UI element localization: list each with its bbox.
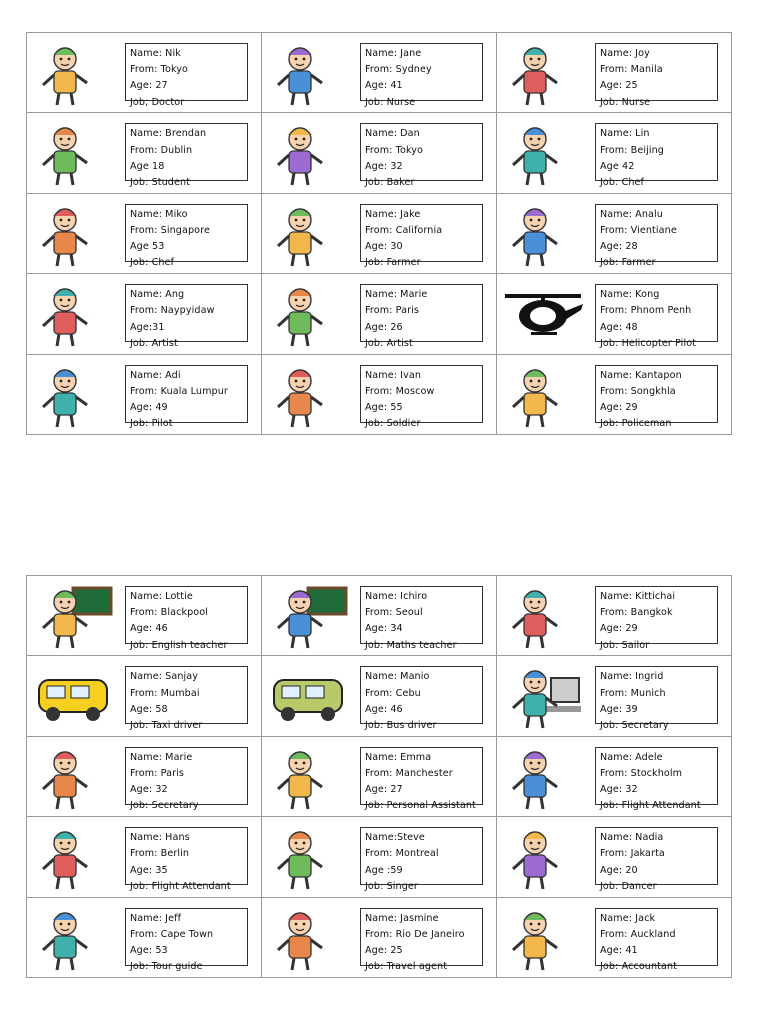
job-line: Job: Sailor [600,639,650,651]
name-line: Name: Nadia [600,832,664,844]
profile-cell [27,33,262,113]
name-line: Name: Ivan [365,369,422,381]
age-line: Age: 25 [600,80,638,92]
job-line: Job: Chef [130,257,175,269]
name-line: Name: Nik [130,48,181,59]
profile-cell [497,576,732,656]
from-line: From: Stockholm [600,767,683,779]
name-line: Name: Ang [130,289,185,301]
job-line: Job: Accountant [600,961,678,973]
name-line: Name: Emma [365,751,432,763]
profile-cell [497,194,732,274]
name-line: Name: Sanjay [130,671,199,683]
job-line: Job: Personal Assistant [365,800,476,812]
profile-card [360,123,483,188]
from-line: From: Berlin [130,848,190,860]
profile-cell [262,737,497,817]
age-line: Age: 46 [130,623,168,635]
profile-sheet-1 [26,32,732,435]
age-line: Age: 41 [600,944,638,956]
job-line: Job: Taxi driver [130,720,203,731]
job-line: Job: Farmer [600,257,656,269]
from-line: From: Kuala Lumpur [130,385,228,397]
age-line: Age 42 [600,160,635,172]
name-line: Name: Ingrid [600,671,664,683]
job-line: Job: Pilot [130,418,173,430]
job-line: Job: Flight Attendant [130,880,231,892]
age-line: Age: 25 [365,944,403,956]
profile-card [125,365,248,430]
job-line: Job: Bus driver [365,720,437,731]
from-line: From: Manila [600,64,663,76]
age-line: Age: 28 [600,241,638,253]
bus-icon [266,662,350,730]
from-line: From: Naypyidaw [130,305,215,317]
job-line: Job: Dancer [600,880,657,892]
doctor-icon [31,39,115,107]
farmer-icon [266,200,350,268]
from-line: From: Moscow [365,385,435,397]
from-line: From: Rio De Janeiro [365,928,465,940]
age-line: Age: 20 [600,864,638,876]
from-line: From: Bangkok [600,607,673,619]
from-line: From: Paris [130,767,184,779]
from-line: From: Auckland [600,928,676,940]
travel-agent-icon [266,904,350,972]
profile-cell [27,194,262,274]
profile-cell [27,817,262,897]
profile-card [360,284,483,349]
taxi-icon [31,662,115,730]
profile-card [360,827,483,892]
profile-cell [497,33,732,113]
profile-cell [497,355,732,435]
profile-card [595,365,718,430]
soldier-icon [266,361,350,429]
profile-card [125,666,248,731]
job-line: Job: Artist [365,337,413,349]
dancer-icon [501,823,585,891]
name-line: Name: Ichiro [365,591,428,602]
from-line: From: Manchester [365,767,453,779]
age-line: Age 18 [130,160,165,172]
job-line: Job: Travel agent [365,961,448,973]
job-line: Job: Helicopter Pilot [600,337,697,349]
profile-cell [497,898,732,978]
age-line: Age: 26 [365,321,403,333]
profile-cell [262,656,497,736]
job-line: Job: Farmer [365,257,421,269]
profile-cell [27,737,262,817]
accountant-icon [501,904,585,972]
name-line: Name: Kittichai [600,591,676,602]
sailor-icon [501,582,585,650]
tour-guide-icon [31,904,115,972]
profile-cell [262,33,497,113]
profile-card [360,586,483,651]
job-line: Job: Maths teacher [365,639,457,651]
age-line: Age: 41 [365,80,403,92]
profile-card [595,123,718,188]
job-line: Job: Soldier [365,418,421,430]
job-line: Job: Secretary [600,720,669,731]
from-line: From: Songkhla [600,385,676,397]
from-line: From: Tokyo [365,144,424,156]
profile-cell [27,576,262,656]
from-line: From: Singapore [130,224,210,236]
profile-card [360,666,483,731]
age-line: Age: 58 [130,703,168,715]
profile-cell [262,817,497,897]
teacher-icon [31,582,115,650]
profile-cell [497,817,732,897]
steward-icon [31,823,115,891]
flight-attendant-icon [501,743,585,811]
from-line: From: Paris [365,305,419,317]
from-line: From: Munich [600,687,666,699]
profile-card [360,365,483,430]
computer-secretary-icon [501,662,585,730]
policeman-icon [501,361,585,429]
age-line: Age: 39 [600,703,638,715]
profile-card [360,747,483,812]
from-line: From: Dublin [130,144,193,156]
profile-card [595,284,718,349]
singer-icon [266,823,350,891]
profile-card [125,827,248,892]
age-line: Age: 27 [130,80,168,92]
from-line: From: Sydney [365,64,432,76]
job-line: Job: Flight Attendant [600,800,701,812]
from-line: From: Beijing [600,144,665,156]
name-line: Name: Jeff [130,912,182,924]
name-line: Name: Brendan [130,128,207,140]
from-line: From: California [365,224,443,236]
from-line: From: Montreal [365,848,439,860]
chef-girl-icon [501,119,585,187]
age-line: Age: 46 [365,703,403,715]
age-line: Age: 34 [365,623,403,635]
profile-card [125,204,248,269]
profile-cell [27,274,262,354]
profile-cell [262,355,497,435]
name-line: Name: Lin [600,128,650,140]
name-line: Name: Miko [130,208,188,220]
age-line: Age:31 [130,321,165,333]
name-line: Name: Adi [130,369,181,381]
name-line: Name: Jane [365,48,422,59]
baker-icon [266,119,350,187]
name-line: Name: Marie [130,751,193,763]
farmer-hat-icon [501,200,585,268]
from-line: From: Tokyo [130,64,189,76]
profile-cell [497,274,732,354]
age-line: Age 53 [130,241,165,253]
name-line: Name: Adele [600,751,663,763]
job-line: Job: Secretary [130,800,199,812]
profile-card [125,284,248,349]
from-line: From: Phnom Penh [600,305,692,317]
potter-icon [266,280,350,348]
from-line: From: Seoul [365,607,423,619]
from-line: From: Cebu [365,687,421,699]
chef-icon [31,200,115,268]
age-line: Age: 32 [600,784,638,796]
profile-cell [262,576,497,656]
profile-card [125,43,248,108]
job-line: Job: Chef [600,177,645,188]
from-line: From: Jakarta [600,848,665,860]
profile-cell [262,898,497,978]
job-line: Job: Artist [130,337,178,349]
profile-card [360,204,483,269]
job-line: Job: Baker [365,177,415,188]
age-line: Age: 29 [600,623,638,635]
job-line: Job; Doctor [130,96,185,108]
profile-sheet-2 [26,575,732,978]
profile-card [125,747,248,812]
artist-icon [31,280,115,348]
age-line: Age: 53 [130,944,168,956]
age-line: Age: 32 [365,160,403,172]
age-line: Age: 55 [365,401,403,413]
name-line: Name:Steve [365,832,425,844]
profile-cell [497,656,732,736]
pilot-icon [31,361,115,429]
job-line: Job: English teacher [130,639,228,651]
age-line: Age: 48 [600,321,638,333]
profile-cell [262,194,497,274]
name-line: Name: Marie [365,289,428,301]
name-line: Name: Kong [600,289,660,301]
job-line: Job: Singer [365,880,418,892]
profile-cell [262,113,497,193]
assistant-icon [266,743,350,811]
profile-card [595,827,718,892]
helicopter-icon [501,280,585,348]
profile-cell [27,898,262,978]
secretary-icon [31,743,115,811]
name-line: Name: Hans [130,832,190,844]
age-line: Age: 30 [365,241,403,253]
nurse-icon [266,39,350,107]
profile-card [125,586,248,651]
from-line: From: Mumbai [130,687,200,699]
profile-cell [27,355,262,435]
from-line: From: Cape Town [130,928,214,940]
age-line: Age: 29 [600,401,638,413]
name-line: Name: Jack [600,912,656,924]
profile-card [595,747,718,812]
profile-card [595,204,718,269]
name-line: Name: Manio [365,671,430,683]
name-line: Name: Lottie [130,591,193,602]
name-line: Name: Joy [600,48,650,59]
job-line: Job: Nurse [600,96,651,108]
profile-card [360,43,483,108]
age-line: Age :59 [365,864,403,876]
profile-card [595,43,718,108]
job-line: Job: Policeman [600,418,672,430]
profile-cell [27,113,262,193]
name-line: Name: Analu [600,208,663,220]
profile-cell [27,656,262,736]
age-line: Age: 49 [130,401,168,413]
profile-card [125,123,248,188]
profile-card [125,908,248,973]
age-line: Age: 32 [130,784,168,796]
job-line: Job: Nurse [365,96,416,108]
profile-cell [262,274,497,354]
from-line: From: Vientiane [600,224,677,236]
age-line: Age: 35 [130,864,168,876]
profile-card [595,666,718,731]
name-line: Name: Jake [365,208,421,220]
profile-cell [497,113,732,193]
from-line: From: Blackpool [130,607,209,619]
profile-card [595,586,718,651]
name-line: Name: Dan [365,128,420,140]
job-line: Job: Tour guide [130,961,203,973]
age-line: Age: 27 [365,784,403,796]
name-line: Name: Jasmine [365,912,439,924]
name-line: Name: Kantapon [600,369,682,381]
profile-card [595,908,718,973]
profile-cell [497,737,732,817]
maths-teacher-icon [266,582,350,650]
job-line: Job: Student [130,177,191,188]
nurse-girl-icon [501,39,585,107]
profile-card [360,908,483,973]
student-icon [31,119,115,187]
